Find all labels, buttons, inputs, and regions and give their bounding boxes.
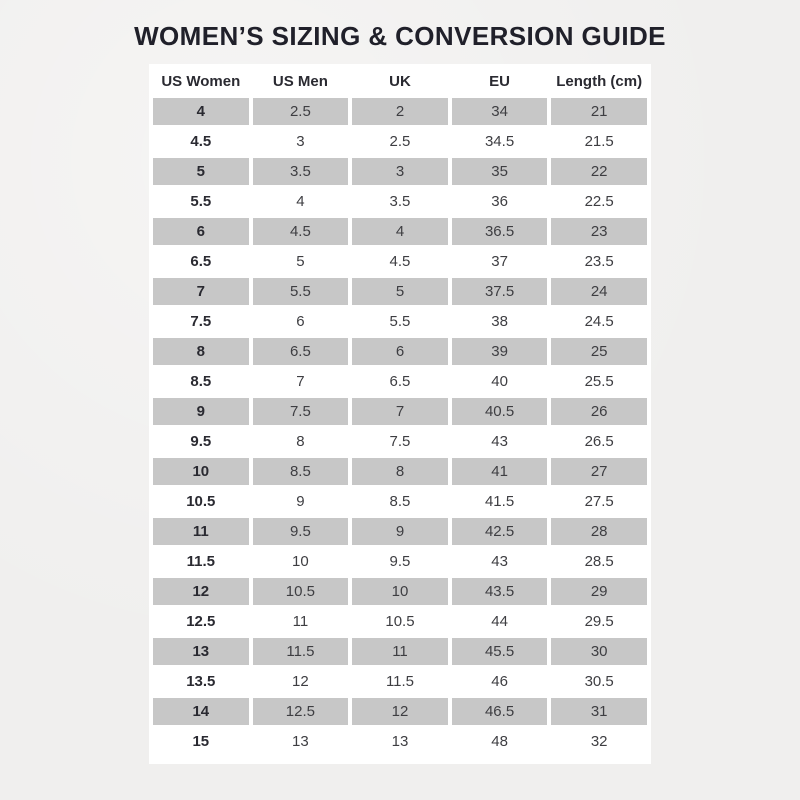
table-cell: 11.5: [153, 548, 249, 575]
table-cell: 45.5: [452, 638, 548, 665]
table-cell: 34: [452, 98, 548, 125]
table-row: [153, 278, 647, 305]
table-head: [153, 68, 647, 95]
table-cell: 10.5: [153, 488, 249, 515]
table-cell: 11: [153, 518, 249, 545]
table-cell: 12: [253, 668, 349, 695]
table-cell: 25: [551, 338, 647, 365]
table-cell: 3.5: [352, 188, 448, 215]
table-row: [153, 338, 647, 365]
table-cell: 30: [551, 638, 647, 665]
table-row: [153, 128, 647, 155]
table-cell: 9: [253, 488, 349, 515]
column-header: EU: [452, 68, 548, 95]
table-cell: 21: [551, 98, 647, 125]
table-cell: 8: [253, 428, 349, 455]
table-cell: 6.5: [253, 338, 349, 365]
table-row: [153, 608, 647, 635]
table-cell: 5: [153, 158, 249, 185]
table-cell: 28: [551, 518, 647, 545]
table-cell: 10: [153, 458, 249, 485]
table-row: [153, 638, 647, 665]
table-cell: 2.5: [352, 128, 448, 155]
table-cell: 4.5: [352, 248, 448, 275]
table-cell: 43.5: [452, 578, 548, 605]
table-cell: 5.5: [153, 188, 249, 215]
table-cell: 38: [452, 308, 548, 335]
table-cell: 8: [352, 458, 448, 485]
table-cell: 10.5: [352, 608, 448, 635]
table-cell: 9: [352, 518, 448, 545]
table-cell: 43: [452, 428, 548, 455]
table-cell: 9: [153, 398, 249, 425]
table-cell: 11.5: [352, 668, 448, 695]
table-row: [153, 578, 647, 605]
table-cell: 10: [253, 548, 349, 575]
table-cell: 10.5: [253, 578, 349, 605]
table-cell: 44: [452, 608, 548, 635]
table-row: [153, 98, 647, 125]
table-cell: 31: [551, 698, 647, 725]
table-row: [153, 218, 647, 245]
table-cell: 5: [253, 248, 349, 275]
column-header: US Women: [153, 68, 249, 95]
table-cell: 40: [452, 368, 548, 395]
table-cell: 8: [153, 338, 249, 365]
table-cell: 6: [153, 218, 249, 245]
table-row: [153, 188, 647, 215]
table-cell: 4: [253, 188, 349, 215]
table-cell: 7.5: [352, 428, 448, 455]
table-cell: 46: [452, 668, 548, 695]
table-cell: 3: [253, 128, 349, 155]
table-cell: 7: [352, 398, 448, 425]
table-cell: 23: [551, 218, 647, 245]
table-cell: 11.5: [253, 638, 349, 665]
table-cell: 21.5: [551, 128, 647, 155]
table-cell: 27.5: [551, 488, 647, 515]
table-cell: 12.5: [253, 698, 349, 725]
table-body: [153, 98, 647, 755]
table-cell: 11: [352, 638, 448, 665]
table-cell: 13: [253, 728, 349, 755]
table-cell: 5.5: [352, 308, 448, 335]
table-cell: 10: [352, 578, 448, 605]
table-cell: 13.5: [153, 668, 249, 695]
table-row: [153, 248, 647, 275]
column-header: Length (cm): [551, 68, 647, 95]
table-cell: 4: [352, 218, 448, 245]
table-cell: 7: [153, 278, 249, 305]
table-cell: 24: [551, 278, 647, 305]
table-cell: 28.5: [551, 548, 647, 575]
table-row: [153, 488, 647, 515]
table-cell: 3.5: [253, 158, 349, 185]
table-cell: 5.5: [253, 278, 349, 305]
table-row: [153, 668, 647, 695]
table-cell: 12: [352, 698, 448, 725]
table-cell: 9.5: [153, 428, 249, 455]
table-cell: 41: [452, 458, 548, 485]
table-cell: 12: [153, 578, 249, 605]
table-cell: 22: [551, 158, 647, 185]
page-title: WOMEN’S SIZING & CONVERSION GUIDE: [134, 21, 666, 51]
table-cell: 37.5: [452, 278, 548, 305]
sizing-table-card: [149, 64, 651, 764]
table-cell: 11: [253, 608, 349, 635]
table-cell: 25.5: [551, 368, 647, 395]
header-row: [153, 68, 647, 95]
table-cell: 32: [551, 728, 647, 755]
table-cell: 13: [153, 638, 249, 665]
table-cell: 26: [551, 398, 647, 425]
column-header: UK: [352, 68, 448, 95]
table-cell: 40.5: [452, 398, 548, 425]
table-cell: 6: [253, 308, 349, 335]
table-row: [153, 518, 647, 545]
table-row: [153, 698, 647, 725]
table-cell: 12.5: [153, 608, 249, 635]
table-row: [153, 458, 647, 485]
table-cell: 6.5: [153, 248, 249, 275]
table-row: [153, 398, 647, 425]
table-row: [153, 158, 647, 185]
table-cell: 43: [452, 548, 548, 575]
table-cell: 36.5: [452, 218, 548, 245]
table-cell: 42.5: [452, 518, 548, 545]
table-cell: 48: [452, 728, 548, 755]
table-cell: 37: [452, 248, 548, 275]
table-cell: 6.5: [352, 368, 448, 395]
table-cell: 7: [253, 368, 349, 395]
table-cell: 14: [153, 698, 249, 725]
table-cell: 39: [452, 338, 548, 365]
table-cell: 29.5: [551, 608, 647, 635]
table-cell: 24.5: [551, 308, 647, 335]
table-cell: 27: [551, 458, 647, 485]
table-cell: 5: [352, 278, 448, 305]
table-cell: 4.5: [153, 128, 249, 155]
table-cell: 29: [551, 578, 647, 605]
table-cell: 15: [153, 728, 249, 755]
table-row: [153, 728, 647, 755]
table-row: [153, 308, 647, 335]
table-cell: 4.5: [253, 218, 349, 245]
table-cell: 22.5: [551, 188, 647, 215]
table-cell: 7.5: [253, 398, 349, 425]
sizing-table: [149, 65, 651, 758]
table-cell: 34.5: [452, 128, 548, 155]
table-row: [153, 428, 647, 455]
table-cell: 35: [452, 158, 548, 185]
table-cell: 46.5: [452, 698, 548, 725]
table-cell: 8.5: [253, 458, 349, 485]
table-row: [153, 548, 647, 575]
table-cell: 6: [352, 338, 448, 365]
table-cell: 3: [352, 158, 448, 185]
table-cell: 41.5: [452, 488, 548, 515]
table-cell: 36: [452, 188, 548, 215]
table-cell: 26.5: [551, 428, 647, 455]
table-cell: 7.5: [153, 308, 249, 335]
table-cell: 4: [153, 98, 249, 125]
column-header: US Men: [253, 68, 349, 95]
table-cell: 2.5: [253, 98, 349, 125]
table-cell: 23.5: [551, 248, 647, 275]
table-row: [153, 368, 647, 395]
table-cell: 2: [352, 98, 448, 125]
table-cell: 30.5: [551, 668, 647, 695]
table-cell: 8.5: [153, 368, 249, 395]
table-cell: 8.5: [352, 488, 448, 515]
table-cell: 9.5: [253, 518, 349, 545]
table-cell: 9.5: [352, 548, 448, 575]
table-cell: 13: [352, 728, 448, 755]
